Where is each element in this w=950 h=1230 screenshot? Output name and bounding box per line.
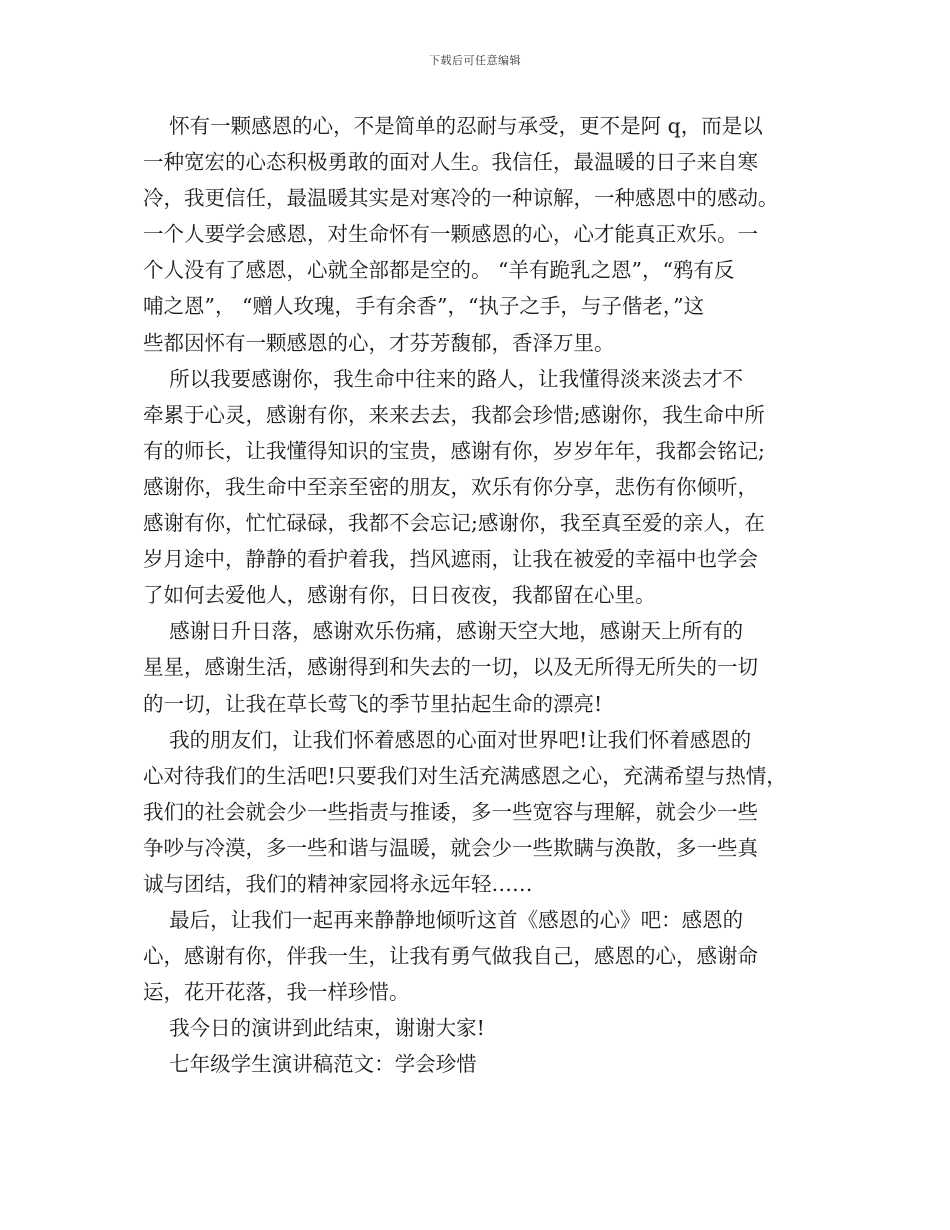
text-line: 的一切，让我在草长莺飞的季节里拈起生命的漂亮! [143, 691, 603, 716]
text-line: 个人没有了感恩，心就全部都是空的。 “羊有跪乳之恩”，“鸦有反 [143, 258, 735, 283]
text-line: 争吵与冷漠，多一些和谐与温暖，就会少一些欺瞒与涣散，多一些真 [143, 835, 758, 860]
text-line: 我们的社会就会少一些指责与推诿，多一些宽容与理解，就会少一些 [143, 799, 758, 824]
text-line: 我的朋友们，让我们怀着感恩的心面对世界吧!让我们怀着感恩的 [143, 727, 752, 752]
text-line: 冷，我更信任，最温暖其实是对寒冷的一种谅解，一种感恩中的感动。 [143, 186, 779, 211]
text-line: 一种宽宏的心态积极勇敢的面对人生。我信任，最温暖的日子来自寒 [143, 150, 758, 175]
text-line: 些都因怀有一颗感恩的心，才芬芳馥郁，香泽万里。 [143, 330, 615, 355]
text-line: 有的师长，让我懂得知识的宝贵，感谢有你，岁岁年年，我都会铭记; [143, 438, 765, 463]
text-line: 心，感谢有你，伴我一生，让我有勇气做我自己，感恩的心，感谢命 [143, 944, 758, 969]
text-line: 怀有一颗感恩的心，不是简单的忍耐与承受，更不是阿 q，而是以 [143, 114, 763, 138]
page-header: 下载后可任意编辑 [429, 54, 521, 67]
document-body [143, 108, 818, 1083]
text-line: 牵累于心灵，感谢有你，来来去去，我都会珍惜;感谢你，我生命中所 [143, 402, 765, 427]
text-line: 感谢你，我生命中至亲至密的朋友，欢乐有你分享，悲伤有你倾听， [143, 474, 758, 499]
text-line: 七年级学生演讲稿范文：学会珍惜 [143, 1052, 477, 1077]
text-line: 星星，感谢生活，感谢得到和失去的一切，以及无所得无所失的一切 [143, 655, 758, 680]
text-line: 最后，让我们一起再来静静地倾听这首《感恩的心》吧：感恩的 [143, 908, 744, 933]
text-line: 所以我要感谢你，我生命中往来的路人，让我懂得淡来淡去才不 [143, 366, 744, 391]
text-line: 哺之恩”， “赠人玫瑰，手有余香”，“执子之手，与子偕老，”这 [143, 294, 705, 319]
text-line: 了如何去爱他人，感谢有你，日日夜夜，我都留在心里。 [143, 583, 656, 608]
text-line: 运，花开花落，我一样珍惜。 [143, 980, 410, 1005]
text-line: 一个人要学会感恩，对生命怀有一颗感恩的心，心才能真正欢乐。一 [143, 222, 758, 247]
text-line: 心对待我们的生活吧!只要我们对生活充满感恩之心，充满希望与热情， [143, 763, 787, 788]
text-line: 岁月途中，静静的看护着我，挡风遮雨，让我在被爱的幸福中也学会 [143, 547, 758, 572]
text-line: 感谢有你，忙忙碌碌，我都不会忘记;感谢你，我至真至爱的亲人，在 [143, 511, 765, 536]
text-line: 感谢日升日落，感谢欢乐伤痛，感谢天空大地，感谢天上所有的 [143, 619, 744, 644]
text-line: 我今日的演讲到此结束，谢谢大家! [143, 1016, 485, 1041]
text-line: 诚与团结，我们的精神家园将永远年轻…… [143, 871, 533, 896]
